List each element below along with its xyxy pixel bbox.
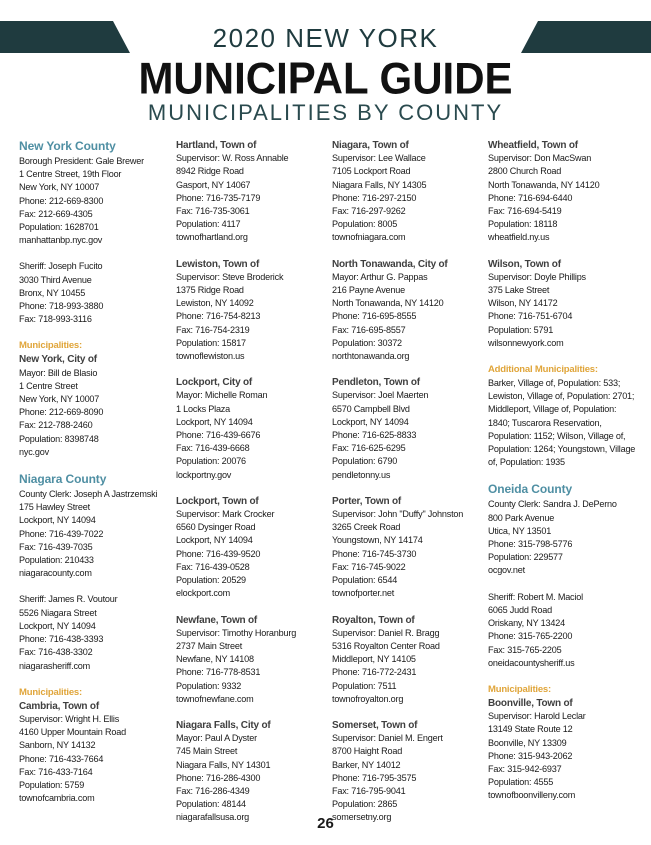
listing-line: Supervisor: Don MacSwan xyxy=(488,153,592,164)
listing-block xyxy=(332,258,482,364)
listing-line: Gasport, NY 14067 xyxy=(176,179,251,190)
county-heading: New York County xyxy=(19,139,116,153)
listing-line: Fax: 212-669-4305 xyxy=(19,208,93,219)
municipalities-heading: Municipalities: xyxy=(488,683,551,695)
listing-line: Mayor: Arthur G. Pappas xyxy=(332,271,428,282)
entry-heading: Boonville, Town of xyxy=(488,697,573,709)
listing-line: 375 Lake Street xyxy=(488,285,550,296)
listing-line: 2737 Main Street xyxy=(176,640,243,651)
listing-line: Phone: 716-625-8833 xyxy=(332,430,417,441)
listing-line: Youngstown, NY 14174 xyxy=(332,535,423,546)
listing-line: Lockport, NY 14094 xyxy=(176,416,253,427)
listing-line: Phone: 716-772-2431 xyxy=(332,667,417,678)
entry-heading: Royalton, Town of xyxy=(332,614,415,626)
listing-line: Supervisor: Steve Broderick xyxy=(176,271,284,282)
listing-line: Population: 18118 xyxy=(488,219,558,230)
listing-line: niagaracounty.com xyxy=(19,568,92,579)
listing-line: Population: 30372 xyxy=(332,337,402,348)
listing-line: 4160 Upper Mountain Road xyxy=(19,727,126,738)
listing-line: Population: 20529 xyxy=(176,575,246,586)
listing-line: Supervisor: Timothy Horanburg xyxy=(176,627,297,638)
page-title: MUNICIPAL GUIDE xyxy=(138,53,513,104)
listing-block xyxy=(19,472,169,580)
listing-line: Fax: 716-745-9022 xyxy=(332,561,406,572)
listing-line: Lockport, NY 14094 xyxy=(19,620,96,631)
listing-line: townofboonvilleny.com xyxy=(488,790,576,801)
listing-line: Phone: 716-439-9520 xyxy=(176,548,261,559)
page-subtitle: MUNICIPALITIES BY COUNTY xyxy=(147,100,504,125)
listing-line: Supervisor: Harold Leclar xyxy=(488,711,586,722)
listing-block xyxy=(19,686,169,806)
entry-heading: Newfane, Town of xyxy=(176,614,258,626)
listing-line: Phone: 716-439-6676 xyxy=(176,430,261,441)
additional-municipalities-text: Barker, Village of, Population: 533; Lewiston, Village of, Population: 2701; Middleport, Village of, Population: 1840; Tuscarora Reservation, Population: 1152; Wilson, Village of, Population: 1264; Youngstown, Village of, Population: 1935 xyxy=(488,378,636,468)
entry-heading: Hartland, Town of xyxy=(176,140,257,151)
listing-line: Sanborn, NY 14132 xyxy=(19,740,96,751)
listing-line: Phone: 716-695-8555 xyxy=(332,311,417,322)
listing-line: Niagara Falls, NY 14305 xyxy=(332,179,427,190)
listing-line: Population: 9332 xyxy=(176,680,242,691)
listing-line: townofcambria.com xyxy=(19,793,95,804)
listing-line: 3030 Third Avenue xyxy=(19,274,92,285)
listing-line: Phone: 718-993-3880 xyxy=(19,301,104,312)
listing-line: wheatfield.ny.us xyxy=(488,232,550,243)
listing-line: Lockport, NY 14094 xyxy=(19,515,96,526)
listing-line: manhattanbp.nyc.gov xyxy=(19,235,103,246)
listing-line: Phone: 716-439-7022 xyxy=(19,528,104,539)
entry-heading: Wheatfield, Town of xyxy=(488,140,578,151)
listing-line: Lewiston, NY 14092 xyxy=(176,298,254,309)
listing-line: Bronx, NY 10455 xyxy=(19,287,86,298)
listing-line: elockport.com xyxy=(176,588,231,599)
municipalities-heading: Municipalities: xyxy=(19,340,82,352)
listing-line: Supervisor: Doyle Phillips xyxy=(488,271,586,282)
listing-line: 3265 Creek Road xyxy=(332,522,401,533)
listing-line: Phone: 716-754-8213 xyxy=(176,311,261,322)
listing-line: Lockport, NY 14094 xyxy=(176,535,253,546)
listing-block xyxy=(332,139,482,245)
listing-line: pendletonny.us xyxy=(332,469,391,480)
page-number: 26 xyxy=(317,815,334,832)
column-2 xyxy=(176,139,326,838)
listing-line: 1 Centre Street xyxy=(19,380,78,391)
listing-line: Fax: 716-297-9262 xyxy=(332,206,406,217)
listing-line: 175 Hawley Street xyxy=(19,502,90,513)
listing-line: Fax: 716-694-5419 xyxy=(488,206,562,217)
listing-line: Mayor: Michelle Roman xyxy=(176,390,268,401)
listing-line: Supervisor: John "Duffy" Johnston xyxy=(332,509,464,520)
listing-line: County Clerk: Sandra J. DePerno xyxy=(488,499,617,510)
listing-line: North Tonawanda, NY 14120 xyxy=(332,298,444,309)
listing-line: Population: 20076 xyxy=(176,456,246,467)
listing-line: Population: 48144 xyxy=(176,799,246,810)
listing-line: Fax: 716-433-7164 xyxy=(19,766,93,777)
listing-line: Borough President: Gale Brewer xyxy=(19,156,144,166)
entry-heading: Niagara Falls, City of xyxy=(176,719,271,731)
listing-block xyxy=(19,260,169,326)
listing-line: 1375 Ridge Road xyxy=(176,285,244,296)
listing-line: Phone: 716-438-3393 xyxy=(19,634,104,645)
listing-line: Population: 7511 xyxy=(332,680,397,691)
listing-line: Supervisor: Wright H. Ellis xyxy=(19,713,120,724)
listing-block xyxy=(332,719,482,825)
header-banner xyxy=(0,21,651,53)
banner-text: 2020 NEW YORK xyxy=(212,23,439,53)
listing-line: Newfane, NY 14108 xyxy=(176,654,254,665)
listing-line: Population: 210433 xyxy=(19,555,94,566)
entry-heading: Niagara, Town of xyxy=(332,140,409,151)
listing-line: Sheriff: Robert M. Maciol xyxy=(488,591,583,602)
listing-line: niagarasheriff.com xyxy=(19,660,91,671)
listing-line: Fax: 716-695-8557 xyxy=(332,324,406,335)
listing-line: 5316 Royalton Center Road xyxy=(332,640,440,651)
listing-line: Supervisor: Daniel M. Engert xyxy=(332,733,443,744)
listing-line: 13149 State Route 12 xyxy=(488,724,573,735)
column-3 xyxy=(332,139,482,838)
listing-line: Phone: 716-297-2150 xyxy=(332,192,417,203)
listing-block xyxy=(488,258,640,350)
listing-line: townofniagara.com xyxy=(332,232,406,243)
additional-municipalities-heading: Additional Municipalities: xyxy=(488,364,598,376)
listing-line: Middleport, NY 14105 xyxy=(332,654,416,665)
listing-line: Supervisor: Joel Maerten xyxy=(332,390,429,401)
listing-line: Phone: 716-694-6440 xyxy=(488,192,573,203)
listing-line: Fax: 716-439-7035 xyxy=(19,541,93,552)
listing-line: Fax: 716-286-4349 xyxy=(176,785,250,796)
listing-line: Population: 1628701 xyxy=(19,222,99,233)
listing-line: Phone: 315-798-5776 xyxy=(488,539,573,550)
listing-line: Phone: 212-669-8090 xyxy=(19,407,104,418)
listing-line: Utica, NY 13501 xyxy=(488,525,552,536)
listing-line: Fax: 716-735-3061 xyxy=(176,206,250,217)
listing-line: Population: 15817 xyxy=(176,337,246,348)
listing-line: somersetny.org xyxy=(332,812,392,823)
listing-line: Population: 4555 xyxy=(488,777,554,788)
listing-line: Wilson, NY 14172 xyxy=(488,298,558,309)
listing-block xyxy=(488,683,640,803)
listing-line: 1 Centre Street, 19th Floor xyxy=(19,169,122,180)
listing-line: townofnewfane.com xyxy=(176,693,254,704)
listing-line: Population: 6544 xyxy=(332,575,398,586)
listing-line: Phone: 315-943-2062 xyxy=(488,750,573,761)
column-1 xyxy=(19,139,169,818)
listing-line: 6065 Judd Road xyxy=(488,604,552,615)
listing-block xyxy=(332,614,482,706)
listing-line: Supervisor: Daniel R. Bragg xyxy=(332,627,440,638)
listing-line: Phone: 212-669-8300 xyxy=(19,195,104,206)
listing-block xyxy=(19,139,169,247)
listing-line: Phone: 716-433-7664 xyxy=(19,753,104,764)
entry-heading: New York, City of xyxy=(19,354,97,366)
listing-line: 8942 Ridge Road xyxy=(176,166,244,177)
listing-line: Fax: 212-788-2460 xyxy=(19,420,93,431)
listing-line: lockportny.gov xyxy=(176,469,232,480)
listing-line: Fax: 315-942-6937 xyxy=(488,763,562,774)
listing-line: Population: 8398748 xyxy=(19,433,99,444)
listing-line: Sheriff: Joseph Fucito xyxy=(19,261,103,272)
listing-block xyxy=(176,139,326,245)
listing-line: nyc.gov xyxy=(19,446,49,457)
listing-line: 8700 Haight Road xyxy=(332,746,403,757)
listing-line: New York, NY 10007 xyxy=(19,394,100,405)
listing-line: Population: 5791 xyxy=(488,324,554,335)
entry-heading: Somerset, Town of xyxy=(332,719,418,731)
listing-line: townoflewiston.us xyxy=(176,351,245,362)
listing-block xyxy=(176,719,326,825)
listing-block xyxy=(488,591,640,670)
listing-line: Fax: 716-625-6295 xyxy=(332,443,406,454)
listing-line: Population: 229577 xyxy=(488,552,563,563)
listing-line: 2800 Church Road xyxy=(488,166,562,177)
entry-heading: Wilson, Town of xyxy=(488,258,561,270)
listing-line: Phone: 716-286-4300 xyxy=(176,772,261,783)
listing-line: 745 Main Street xyxy=(176,746,238,757)
listing-line: Population: 6790 xyxy=(332,456,398,467)
listing-line: 7105 Lockport Road xyxy=(332,166,411,177)
listing-line: Fax: 718-993-3116 xyxy=(19,314,92,325)
listing-line: wilsonnewyork.com xyxy=(488,337,564,348)
listing-line: 1 Locks Plaza xyxy=(176,403,231,414)
listing-line: Population: 5759 xyxy=(19,779,85,790)
listing-line: 216 Payne Avenue xyxy=(332,285,405,296)
listing-line: Phone: 716-795-3575 xyxy=(332,772,417,783)
county-heading: Niagara County xyxy=(19,472,107,487)
listing-line: Fax: 315-765-2205 xyxy=(488,644,562,655)
listing-line: Phone: 716-735-7179 xyxy=(176,192,261,203)
listing-block xyxy=(488,139,640,245)
listing-line: niagarafallsusa.org xyxy=(176,812,250,823)
listing-line: Phone: 716-751-6704 xyxy=(488,311,573,322)
listing-line: Population: 2865 xyxy=(332,799,398,810)
entry-heading: Lockport, City of xyxy=(176,377,253,389)
listing-line: Oriskany, NY 13424 xyxy=(488,618,565,629)
listing-line: New York, NY 10007 xyxy=(19,182,100,193)
listing-block xyxy=(488,363,640,469)
entry-heading: Cambria, Town of xyxy=(19,700,99,712)
listing-line: Supervisor: W. Ross Annable xyxy=(176,153,289,164)
listing-line: ocgov.net xyxy=(488,565,525,576)
listing-line: Niagara Falls, NY 14301 xyxy=(176,759,271,770)
listing-line: Fax: 716-795-9041 xyxy=(332,785,406,796)
listing-line: Phone: 716-778-8531 xyxy=(176,667,261,678)
listing-line: 800 Park Avenue xyxy=(488,512,555,523)
listing-line: Supervisor: Mark Crocker xyxy=(176,509,275,520)
county-heading: Oneida County xyxy=(488,482,573,497)
listing-line: Fax: 716-438-3302 xyxy=(19,647,93,658)
entry-heading: Lockport, Town of xyxy=(176,495,259,507)
listing-line: Fax: 716-754-2319 xyxy=(176,324,250,335)
entry-heading: North Tonawanda, City of xyxy=(332,258,448,270)
listing-line: Mayor: Bill de Blasio xyxy=(19,367,98,378)
listing-line: North Tonawanda, NY 14120 xyxy=(488,179,600,190)
listing-line: Barker, NY 14012 xyxy=(332,759,401,770)
listing-line: Boonville, NY 13309 xyxy=(488,737,567,748)
listing-line: oneidacountysheriff.us xyxy=(488,657,575,668)
listing-line: Population: 8005 xyxy=(332,219,398,230)
listing-block xyxy=(488,482,640,577)
listing-block xyxy=(176,614,326,706)
listing-line: 6570 Campbell Blvd xyxy=(332,403,410,414)
listing-line: Sheriff: James R. Voutour xyxy=(19,594,118,605)
listing-line: Supervisor: Lee Wallace xyxy=(332,153,426,164)
listing-block xyxy=(332,376,482,482)
entry-heading: Porter, Town of xyxy=(332,495,402,507)
entry-heading: Lewiston, Town of xyxy=(176,258,260,270)
listing-block xyxy=(176,376,326,482)
listing-line: Fax: 716-439-0528 xyxy=(176,561,250,572)
listing-block xyxy=(19,339,169,459)
listing-block xyxy=(176,258,326,364)
listing-line: County Clerk: Joseph A Jastrzemski xyxy=(19,489,158,500)
listing-line: Phone: 716-745-3730 xyxy=(332,548,417,559)
listing-line: townofhartland.org xyxy=(176,232,248,243)
listing-line: Population: 4117 xyxy=(176,219,241,230)
listing-line: townofporter.net xyxy=(332,588,395,599)
listing-line: townofroyalton.org xyxy=(332,693,404,704)
listing-block xyxy=(176,495,326,601)
listing-line: 6560 Dysinger Road xyxy=(176,522,256,533)
listing-block xyxy=(19,593,169,672)
entry-heading: Pendleton, Town of xyxy=(332,377,420,389)
listing-line: northtonawanda.org xyxy=(332,351,410,362)
listing-block xyxy=(332,495,482,601)
listing-line: Mayor: Paul A Dyster xyxy=(176,733,257,744)
municipalities-heading: Municipalities: xyxy=(19,686,82,698)
listing-line: Fax: 716-439-6668 xyxy=(176,443,250,454)
column-4 xyxy=(488,139,640,816)
listing-line: Lockport, NY 14094 xyxy=(332,416,409,427)
listing-line: Phone: 315-765-2200 xyxy=(488,631,573,642)
listing-line: 5526 Niagara Street xyxy=(19,607,97,618)
